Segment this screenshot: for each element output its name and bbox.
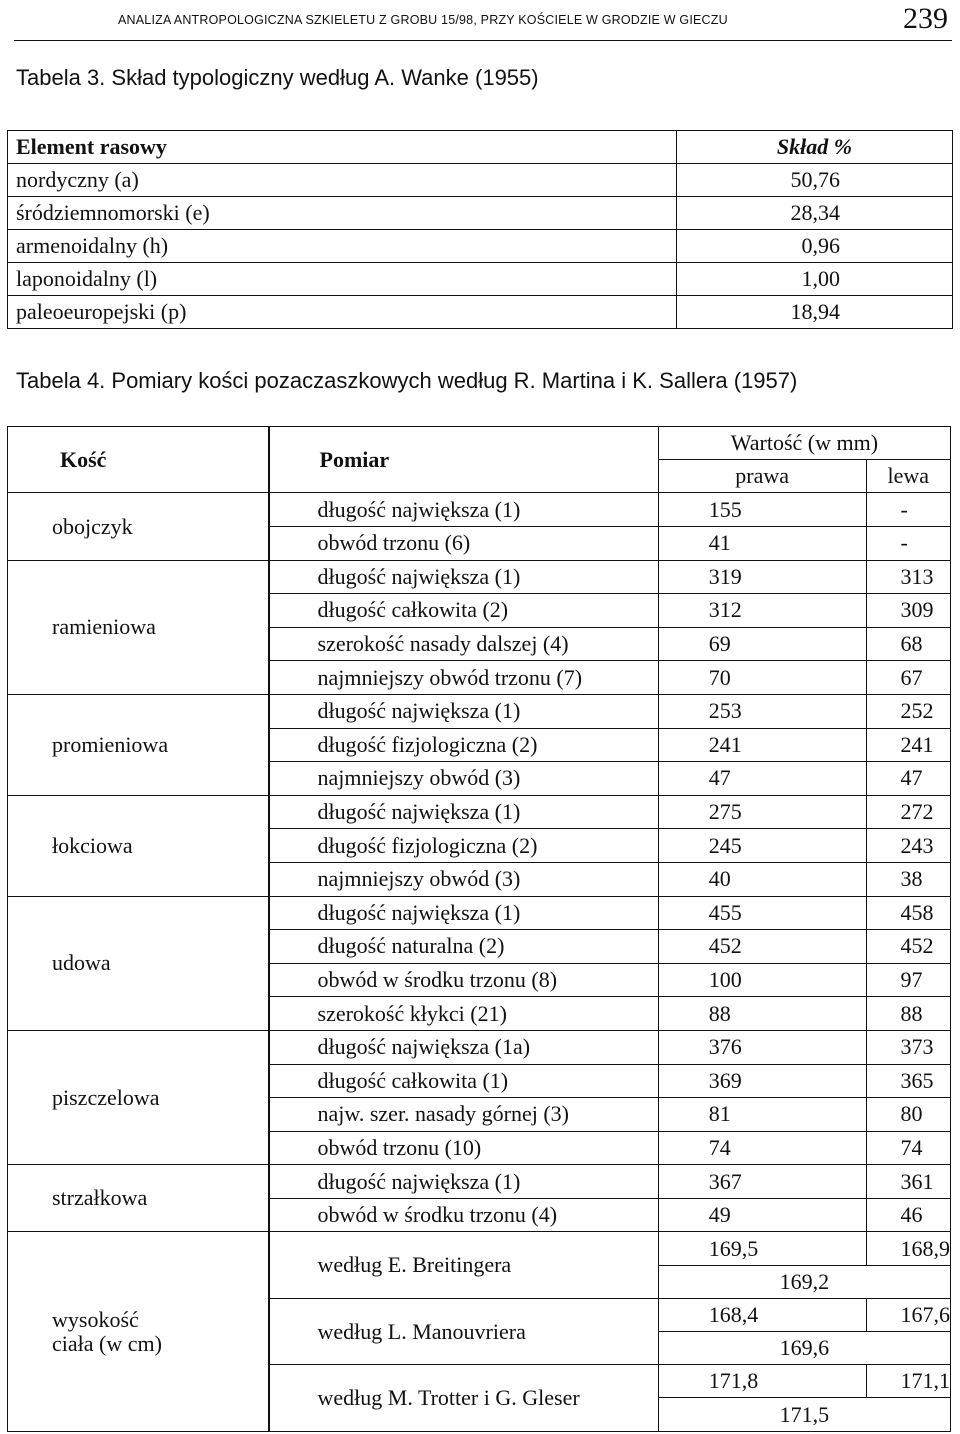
table4-header-value: Wartość (w mm)	[658, 427, 950, 460]
stature-method-cell: według L. Manouvriera	[269, 1298, 659, 1364]
measurement-cell: najw. szer. nasady górnej (3)	[269, 1098, 659, 1132]
left-value-cell: 97	[866, 963, 951, 997]
table3-typological-composition	[7, 130, 953, 329]
left-value-cell: 68	[866, 627, 951, 661]
measurement-cell: długość fizjologiczna (2)	[269, 829, 659, 863]
measurement-cell: długość całkowita (2)	[269, 594, 659, 628]
stature-right-cell: 171,8	[658, 1365, 866, 1398]
bone-name-cell: łokciowa	[8, 795, 269, 896]
left-value-cell: -	[866, 527, 951, 561]
running-header	[14, 0, 952, 41]
measurement-cell: obwód w środku trzonu (8)	[269, 963, 659, 997]
right-value-cell: 452	[658, 930, 866, 964]
left-value-cell: 47	[866, 762, 951, 796]
right-value-cell: 69	[658, 627, 866, 661]
left-value-cell: 80	[866, 1098, 951, 1132]
left-value-cell: 252	[866, 694, 951, 728]
right-value-cell: 241	[658, 728, 866, 762]
measurement-cell: najmniejszy obwód (3)	[269, 762, 659, 796]
measurement-cell: szerokość nasady dalszej (4)	[269, 627, 659, 661]
stature-average-cell: 171,5	[658, 1398, 950, 1432]
right-value-cell: 81	[658, 1098, 866, 1132]
stature-left-cell: 167,6	[866, 1298, 951, 1331]
right-value-cell: 245	[658, 829, 866, 863]
measurement-cell: szerokość kłykci (21)	[269, 997, 659, 1031]
measurement-cell: obwód trzonu (6)	[269, 527, 659, 561]
stature-left-cell: 168,9	[866, 1232, 951, 1265]
bone-name-cell: udowa	[8, 896, 269, 1030]
left-value-cell: 241	[866, 728, 951, 762]
stature-average-cell: 169,2	[658, 1265, 950, 1298]
bone-name-cell: ramieniowa	[8, 560, 269, 694]
table-row	[8, 560, 951, 594]
measurement-cell: długość największa (1)	[269, 493, 659, 527]
left-value-cell: 365	[866, 1064, 951, 1098]
table4-postcranial-measurements	[7, 426, 951, 1432]
table3-header-row	[8, 131, 953, 164]
table4-caption: Tabela 4. Pomiary kości pozaczaszkowych według R. Martina i K. Sallera (1957)	[16, 368, 798, 393]
stature-method-cell: według M. Trotter i G. Gleser	[269, 1365, 659, 1432]
measurement-cell: długość fizjologiczna (2)	[269, 728, 659, 762]
race-element-cell: armenoidalny (h)	[8, 230, 677, 263]
measurement-cell: obwód trzonu (10)	[269, 1131, 659, 1165]
stature-right-cell: 168,4	[658, 1298, 866, 1331]
table-row	[8, 795, 951, 829]
share-percent-cell: 50,76	[677, 164, 953, 197]
right-value-cell: 100	[658, 963, 866, 997]
stature-label-line1: wysokość	[52, 1306, 139, 1332]
right-value-cell: 40	[658, 862, 866, 896]
measurement-cell: długość największa (1)	[269, 560, 659, 594]
table3-caption: Tabela 3. Skład typologiczny według A. Wanke (1955)	[16, 65, 539, 90]
race-element-cell: nordyczny (a)	[8, 164, 677, 197]
stature-row	[8, 1232, 951, 1265]
measurement-cell: długość całkowita (1)	[269, 1064, 659, 1098]
bone-name-cell: strzałkowa	[8, 1165, 269, 1232]
left-value-cell: 46	[866, 1198, 951, 1232]
right-value-cell: 155	[658, 493, 866, 527]
stature-right-cell: 169,5	[658, 1232, 866, 1265]
left-value-cell: 88	[866, 997, 951, 1031]
right-value-cell: 253	[658, 694, 866, 728]
left-value-cell: 67	[866, 661, 951, 695]
share-percent-cell: 28,34	[677, 197, 953, 230]
table4-header-row-1	[8, 427, 951, 460]
left-value-cell: 452	[866, 930, 951, 964]
table-row	[8, 197, 953, 230]
measurement-cell: długość największa (1)	[269, 1165, 659, 1199]
measurement-cell: długość naturalna (2)	[269, 930, 659, 964]
page-number: 239	[903, 2, 948, 35]
right-value-cell: 367	[658, 1165, 866, 1199]
right-value-cell: 312	[658, 594, 866, 628]
measurement-cell: długość największa (1)	[269, 694, 659, 728]
table-row	[8, 164, 953, 197]
race-element-cell: laponoidalny (l)	[8, 263, 677, 296]
table4-header-left: lewa	[866, 460, 951, 493]
share-percent-cell: 18,94	[677, 296, 953, 329]
right-value-cell: 47	[658, 762, 866, 796]
table3-header-element: Element rasowy	[8, 131, 677, 164]
measurement-cell: długość największa (1)	[269, 896, 659, 930]
table4-header-measure: Pomiar	[269, 427, 659, 493]
measurement-cell: najmniejszy obwód trzonu (7)	[269, 661, 659, 695]
table-row	[8, 493, 951, 527]
left-value-cell: 309	[866, 594, 951, 628]
right-value-cell: 319	[658, 560, 866, 594]
table-row	[8, 230, 953, 263]
left-value-cell: 458	[866, 896, 951, 930]
table3-header-share: Skład %	[677, 131, 953, 164]
right-value-cell: 74	[658, 1131, 866, 1165]
measurement-cell: obwód w środku trzonu (4)	[269, 1198, 659, 1232]
measurement-cell: długość największa (1a)	[269, 1030, 659, 1064]
bone-name-cell: piszczelowa	[8, 1030, 269, 1164]
left-value-cell: 272	[866, 795, 951, 829]
stature-left-cell: 171,1	[866, 1365, 951, 1398]
table-row	[8, 1030, 951, 1064]
right-value-cell: 88	[658, 997, 866, 1031]
share-percent-cell: 1,00	[677, 263, 953, 296]
measurement-cell: długość największa (1)	[269, 795, 659, 829]
table-row	[8, 263, 953, 296]
table-row	[8, 896, 951, 930]
stature-method-cell: według E. Breitingera	[269, 1232, 659, 1298]
stature-label-line2: ciała (w cm)	[52, 1330, 162, 1356]
right-value-cell: 369	[658, 1064, 866, 1098]
left-value-cell: 373	[866, 1030, 951, 1064]
right-value-cell: 49	[658, 1198, 866, 1232]
race-element-cell: paleoeuropejski (p)	[8, 296, 677, 329]
left-value-cell: 313	[866, 560, 951, 594]
left-value-cell: 361	[866, 1165, 951, 1199]
table4-header-bone: Kość	[8, 427, 269, 493]
stature-label-cell	[8, 1232, 269, 1432]
right-value-cell: 275	[658, 795, 866, 829]
left-value-cell: 243	[866, 829, 951, 863]
left-value-cell: 74	[866, 1131, 951, 1165]
table4-header-right: prawa	[658, 460, 866, 493]
right-value-cell: 455	[658, 896, 866, 930]
bone-name-cell: promieniowa	[8, 694, 269, 795]
table-row	[8, 296, 953, 329]
right-value-cell: 41	[658, 527, 866, 561]
right-value-cell: 376	[658, 1030, 866, 1064]
left-value-cell: 38	[866, 862, 951, 896]
right-value-cell: 70	[658, 661, 866, 695]
table-row	[8, 694, 951, 728]
bone-name-cell: obojczyk	[8, 493, 269, 560]
left-value-cell: -	[866, 493, 951, 527]
race-element-cell: śródziemnomorski (e)	[8, 197, 677, 230]
table-row	[8, 1165, 951, 1199]
running-title: ANALIZA ANTROPOLOGICZNA SZKIELETU Z GROBU 15/98, PRZY KOŚCIELE W GRODZIE W GIECZU	[118, 13, 728, 27]
share-percent-cell: 0,96	[677, 230, 953, 263]
stature-average-cell: 169,6	[658, 1332, 950, 1365]
measurement-cell: najmniejszy obwód (3)	[269, 862, 659, 896]
